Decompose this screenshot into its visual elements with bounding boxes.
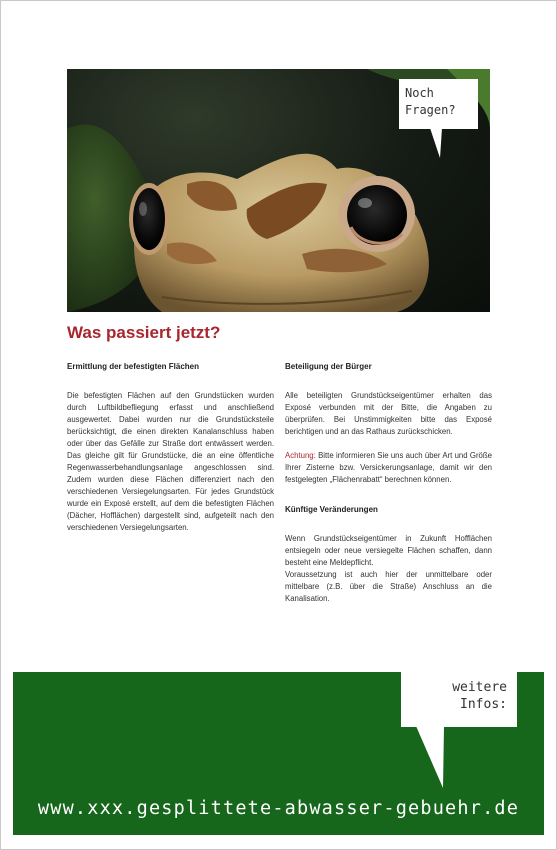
warning-paragraph <box>285 450 492 486</box>
bubble-top-line2: Fragen? <box>405 103 456 117</box>
left-column <box>67 361 274 546</box>
future-changes-text-a: Wenn Grundstückseigentümer in Zukunft Hofflächen entsiegeln oder neue versiegelte Flächen schaffen, dann besteht eine Meldepflicht. <box>285 534 492 567</box>
right-column <box>285 361 492 605</box>
bubble-top-line1: Noch <box>405 86 434 100</box>
main-heading: Was passiert jetzt? <box>67 323 221 342</box>
citizen-participation-paragraph: Alle beteiligten Grundstückseigentümer erhalten das Exposé verbunden mit der Bitte, die Angaben zu überprüfen. Bei Unstimmigkeiten bitte das Exposé berichtigen und an das Rathaus zurückschicken. <box>285 391 492 436</box>
left-column-heading: Ermittlung der befestigten Flächen <box>67 362 200 371</box>
future-changes-text-b: Voraussetzung ist auch hier der unmittelbare oder mittelbare (z.B. über die Straße) Anschluss an die Kanalisation. <box>285 570 492 603</box>
footer-url: www.xxx.gesplittete-abwasser-gebuehr.de <box>37 798 520 819</box>
bubble-bottom-line2: Infos: <box>460 697 507 712</box>
warning-label: Achtung: <box>285 451 316 460</box>
speech-bubble-bottom-tail <box>416 726 444 788</box>
warning-text: Bitte informieren Sie uns auch über Art und Größe Ihrer Zisterne bzw. Versickerungsanlage, damit wir den festgelegten „Flächenrabatt“ berechnen können. <box>285 451 492 484</box>
speech-bubble-top-tail <box>430 128 442 158</box>
future-changes-heading: Künftige Veränderungen <box>285 505 378 514</box>
left-column-paragraph: Die befestigten Flächen auf den Grundstücken wurden durch Luftbildbefliegung erfasst und anschließend ausgewertet. Dabei wurden nur die Grundstücksteile berücksichtigt, die einen direkten Kanalanschluss haben oder über das Gefälle zur Straße dort entwässert werden. Das gleiche gilt für Grundstücke, die an eine öffentliche Regenwasserbehandlungsanlage angeschlossen sind. Zudem wurden diese Flächen differenziert nach den verschiedenen Versiegelungsarten. Für jedes Grundstück wurde ein Exposé erstellt, auf dem die befestigten Flächen (Dächer, Hofflächen) dargestellt sind, aufgeteilt nach den verschiedenen Versiegelungsarten. <box>67 391 274 532</box>
bubble-bottom-line1: weitere <box>452 680 507 695</box>
speech-bubble-top <box>399 79 478 129</box>
future-changes-paragraph <box>285 533 492 605</box>
citizen-participation-heading: Beteiligung der Bürger <box>285 362 372 371</box>
speech-bubble-bottom <box>401 671 517 727</box>
